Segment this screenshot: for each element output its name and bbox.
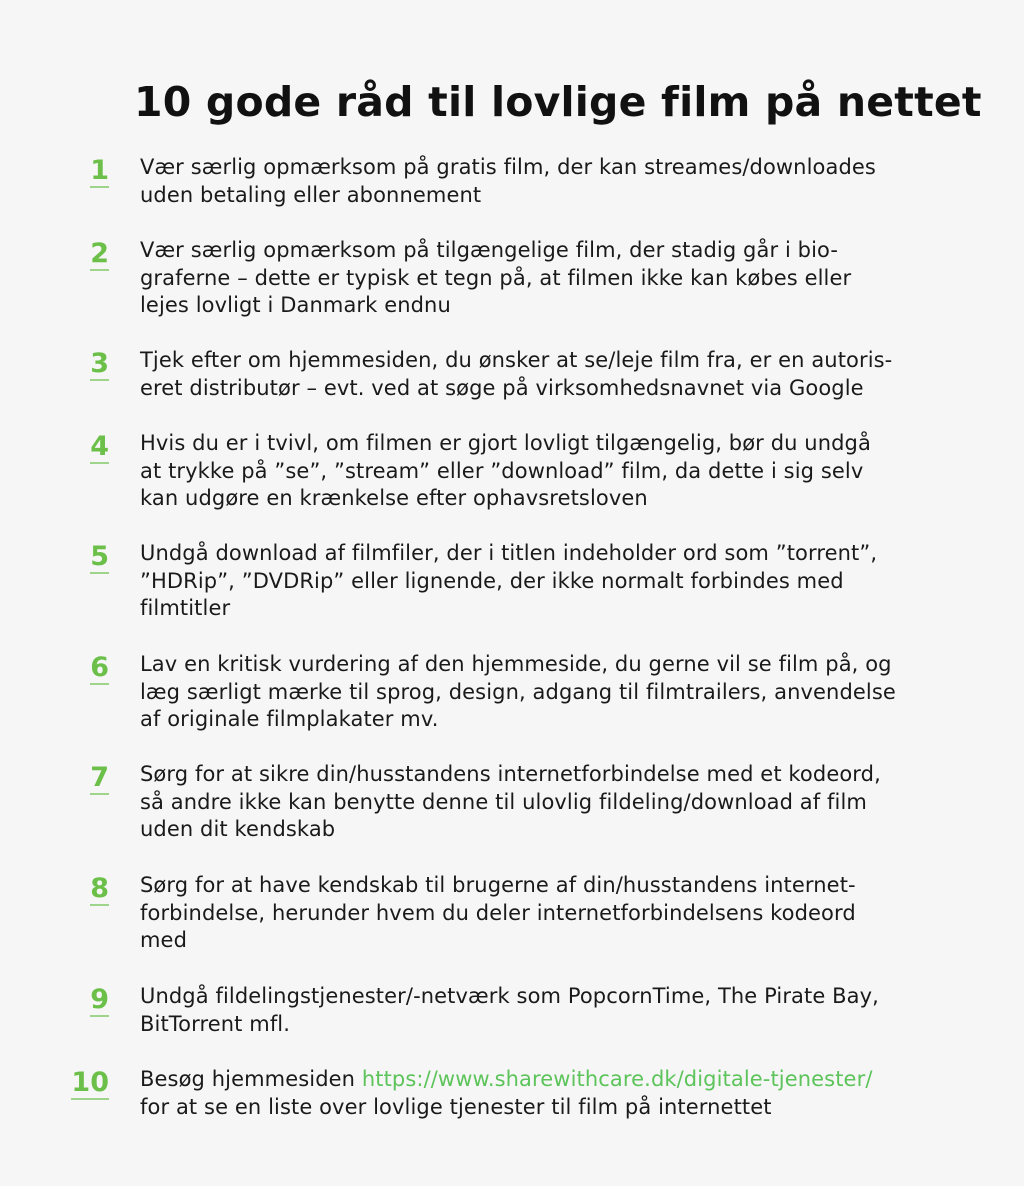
tip-text-line: forbindelse, herunder hvem du deler internetforbindelsens kodeord — [140, 900, 856, 925]
tip-number: 5 — [90, 541, 109, 572]
tip-text-line: af originale filmplakater mv. — [140, 707, 439, 732]
tip-text-line: uden betaling eller abonnement — [140, 182, 482, 207]
tip-text-line: så andre ikke kan benytte denne til ulovlig fildeling/download af film — [140, 789, 867, 814]
tip-number: 4 — [90, 431, 109, 462]
tip-text-line: kan udgøre en krænkelse efter ophavsretsloven — [140, 486, 648, 511]
tip-text-line: Tjek efter om hjemmesiden, du ønsker at se/leje film fra, er en autoris- — [140, 348, 893, 372]
tip-number: 8 — [90, 873, 109, 904]
tip-text-line: ”HDRip”, ”DVDRip” eller lignende, der ikke normalt forbindes med — [140, 568, 844, 593]
tip-number: 3 — [90, 348, 109, 379]
tip-text-line: Hvis du er i tvivl, om filmen er gjort lovligt tilgængelig, bør du undgå — [140, 431, 871, 455]
tip-text — [140, 154, 960, 209]
tip-number: 9 — [90, 984, 109, 1015]
tip-text — [140, 872, 960, 955]
tip-text-line: med — [140, 928, 188, 953]
tip-text-line — [140, 1066, 960, 1094]
tip-text-line: uden dit kendskab — [140, 817, 336, 842]
tip-number: 2 — [90, 238, 109, 269]
tip-text — [140, 540, 960, 623]
tip-text-line: Sørg for at sikre din/husstandens internetforbindelse med et kodeord, — [140, 762, 881, 786]
tip-text — [140, 761, 960, 844]
tip-number: 1 — [90, 155, 109, 186]
tip-text — [140, 237, 960, 320]
tip-text — [140, 983, 960, 1038]
tip-text — [140, 347, 960, 402]
tip-text-line: Sørg for at have kendskab til brugerne af din/husstandens internet- — [140, 873, 856, 897]
page-title: 10 gode råd til lovlige film på nettet — [134, 78, 982, 126]
tip-text-prefix: Besøg hjemmesiden — [140, 1067, 362, 1091]
tip-text-line: Undgå download af filmfiler, der i titlen indeholder ord som ”torrent”, — [140, 541, 878, 565]
tip-text-line: lejes lovligt i Danmark endnu — [140, 293, 451, 318]
tip-text-line: for at se en liste over lovlige tjenester til film på internettet — [140, 1094, 772, 1119]
tip-text-line: Lav en kritisk vurdering af den hjemmeside, du gerne vil se film på, og — [140, 652, 892, 676]
tip-number: 6 — [90, 652, 109, 683]
tip-text-line: at trykke på ”se”, ”stream” eller ”download” film, da dette i sig selv — [140, 458, 864, 483]
tip-text-line: læg særligt mærke til sprog, design, adgang til filmtrailers, anvendelse — [140, 679, 896, 704]
tip-text — [140, 1066, 960, 1121]
tip-text-line: graferne – dette er typisk et tegn på, at filmen ikke kan købes eller — [140, 265, 852, 290]
tip-number: 10 — [71, 1067, 109, 1098]
tip-text-line: Undgå fildelingstjenester/-netværk som PopcornTime, The Pirate Bay, — [140, 984, 879, 1008]
tip-text — [140, 430, 960, 513]
sharewithcare-link[interactable]: https://www.sharewithcare.dk/digitale-tjenester/ — [361, 1067, 873, 1091]
tip-text-line: BitTorrent mfl. — [140, 1011, 291, 1036]
tip-text — [140, 651, 960, 734]
tip-number: 7 — [90, 762, 109, 793]
tip-text-line: Vær særlig opmærksom på tilgængelige film, der stadig går i bio- — [140, 238, 839, 262]
tip-text-line: Vær særlig opmærksom på gratis film, der kan streames/downloades — [140, 155, 876, 179]
tip-text-line: filmtitler — [140, 596, 231, 621]
tip-text-line: eret distributør – evt. ved at søge på virksomhedsnavnet via Google — [140, 375, 864, 400]
